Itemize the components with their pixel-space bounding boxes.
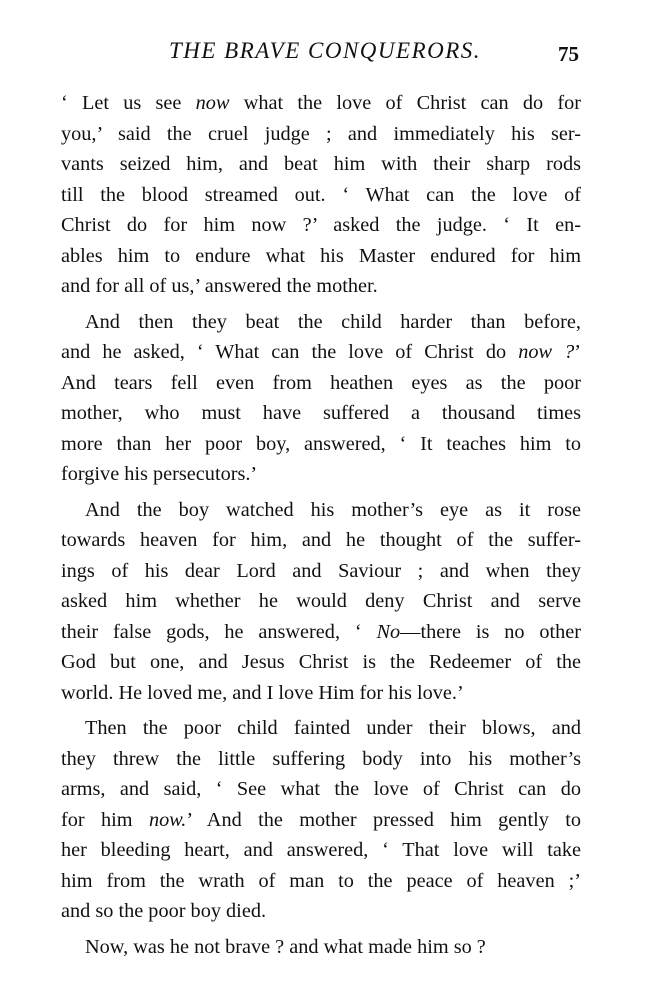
text-line [61, 678, 581, 709]
text-segment: And the boy watched his mother’s eye as it rose [85, 498, 581, 521]
text-segment: And tears fell even from heathen eyes as the poor [61, 371, 581, 394]
text-line [61, 119, 581, 150]
text-segment: Now, was he not brave ? and what made him so ? [85, 935, 486, 958]
italic-text: now ? [518, 341, 575, 363]
body-text [61, 88, 581, 962]
text-line [61, 271, 581, 302]
text-segment: arms, and said, ‘ See what the love of Christ can do [61, 778, 581, 800]
text-segment: they threw the little suffering body into his mother’s [61, 747, 581, 770]
italic-text: now [195, 92, 230, 114]
text-segment: asked him whether he would deny Christ and serve [61, 590, 581, 612]
text-segment: Christ do for him now ?’ asked the judge. ‘ It en- [61, 214, 581, 236]
text-segment: you,’ said the cruel judge ; and immediately his ser- [61, 122, 581, 145]
text-segment: God but one, and Jesus Christ is the Redeemer of the [61, 651, 581, 673]
text-segment: Then the poor child fainted under their blows, and [85, 717, 581, 739]
page-number: 75 [558, 42, 579, 66]
text-line [61, 866, 581, 897]
text-segment: —there is no other [400, 620, 581, 643]
text-segment: vants seized him, and beat him with their sharp rods [61, 153, 581, 175]
text-segment: and for all of us,’ answered the mother. [61, 275, 378, 297]
text-line [61, 398, 581, 429]
text-segment: and he asked, ‘ What can the love of Christ do [61, 341, 519, 363]
text-line [61, 586, 581, 617]
text-segment: ables him to endure what his Master endured for him [61, 244, 581, 267]
italic-text: No [376, 620, 401, 643]
text-segment: And then they beat the child harder than before, [85, 310, 581, 333]
text-line [61, 774, 581, 805]
text-segment: world. He loved me, and I love Him for his love.’ [61, 681, 464, 704]
text-line [61, 713, 581, 744]
text-line [61, 495, 581, 526]
text-segment: what the love of Christ can do for [229, 92, 581, 114]
running-title: THE BRAVE CONQUERORS. [168, 38, 482, 63]
text-line [61, 180, 581, 211]
text-line [61, 896, 581, 927]
text-segment: mother, who must have suffered a thousand times [61, 402, 581, 424]
text-line [61, 459, 581, 490]
text-line [61, 647, 581, 678]
text-line [61, 88, 581, 119]
text-line [61, 210, 581, 241]
text-segment: for him [61, 808, 149, 831]
text-line [61, 307, 581, 338]
text-segment: her bleeding heart, and answered, ‘ That love will take [61, 839, 581, 861]
italic-text: now. [148, 808, 187, 831]
text-segment: and so the poor boy died. [61, 900, 267, 922]
text-line [61, 149, 581, 180]
text-line [61, 429, 581, 460]
text-line [61, 835, 581, 866]
text-segment: him from the wrath of man to the peace of heaven ;’ [61, 869, 581, 892]
text-segment: towards heaven for him, and he thought of the suffer- [61, 529, 581, 551]
text-segment: ings of his dear Lord and Saviour ; and when they [61, 559, 581, 582]
text-segment: ’ And the mother pressed him gently to [186, 808, 581, 831]
text-segment: forgive his persecutors.’ [61, 463, 258, 485]
text-line [61, 241, 581, 272]
text-line [61, 556, 581, 587]
text-line [61, 617, 581, 648]
text-line [61, 368, 581, 399]
text-segment: ‘ Let us see [61, 92, 196, 114]
text-segment: till the blood streamed out. ‘ What can the love of [61, 183, 581, 206]
text-segment: more than her poor boy, answered, ‘ It teaches him to [61, 432, 581, 455]
text-line [61, 337, 581, 368]
text-line [61, 744, 581, 775]
text-line [61, 932, 581, 963]
text-segment: their false gods, he answered, ‘ [61, 620, 377, 643]
text-line [61, 805, 581, 836]
text-segment: ’ [574, 341, 581, 363]
text-line [61, 525, 581, 556]
